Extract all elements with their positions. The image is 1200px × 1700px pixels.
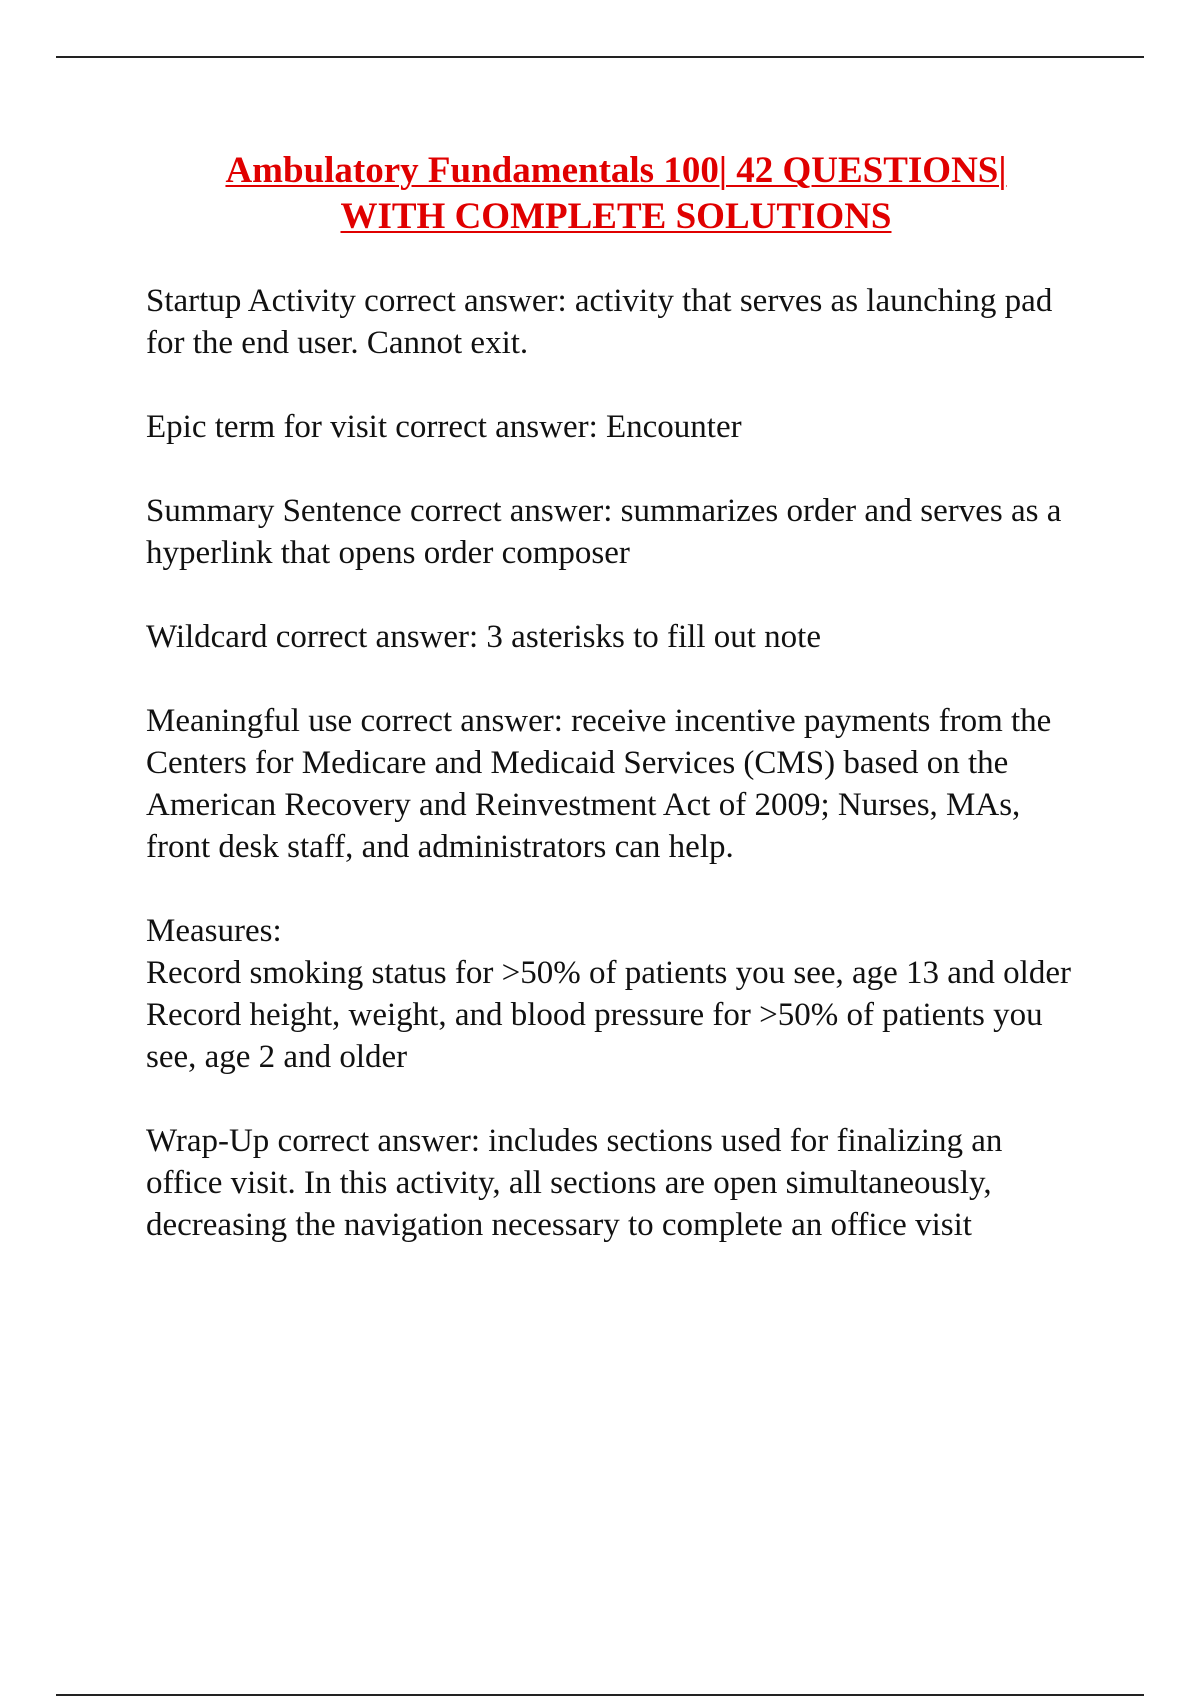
qa-entry [146,1120,1086,1246]
measure-item: Record height, weight, and blood pressure for >50% of patients you see, age 2 and older [146,997,1043,1075]
qa-term: Summary Sentence correct answer: [146,493,621,529]
top-rule [56,56,1144,58]
qa-entry [146,616,1086,658]
measures-block [146,910,1086,1078]
measures-heading: Measures: [146,913,282,949]
title-line-1: Ambulatory Fundamentals 100| 42 QUESTIONS| [225,150,1007,191]
qa-answer: summarizes order and serves as a hyperlink that opens order composer [146,493,1062,571]
qa-term: Meaningful use correct answer: [146,703,571,739]
qa-term: Wrap-Up correct answer: [146,1123,488,1159]
qa-term: Startup Activity correct answer: [146,283,575,319]
qa-answer: 3 asterisks to fill out note [486,619,821,655]
document-title [146,148,1086,240]
qa-entry [146,700,1086,868]
qa-term: Epic term for visit correct answer: [146,409,606,445]
title-line-2: WITH COMPLETE SOLUTIONS [340,196,892,237]
qa-answer: activity that serves as launching pad for the end user. Cannot exit. [146,283,1053,361]
qa-term: Wildcard correct answer: [146,619,486,655]
qa-answer: receive incentive payments from the Centers for Medicare and Medicaid Services (CMS) based on the American Recovery and Reinvestment Act of 2009; Nurses, MAs, front desk staff, and administrators can help. [146,703,1052,865]
bottom-rule [56,1694,1144,1696]
qa-answer: includes sections used for finalizing an office visit. In this activity, all sections are open simultaneously, decreasing the navigation necessary to complete an office visit [146,1123,1003,1243]
qa-answer: Encounter [606,409,742,445]
document-page [146,148,1086,1288]
qa-content [146,280,1086,1246]
qa-entry [146,406,1086,448]
qa-entry [146,280,1086,364]
measure-item: Record smoking status for >50% of patients you see, age 13 and older [146,955,1071,991]
qa-entry [146,490,1086,574]
